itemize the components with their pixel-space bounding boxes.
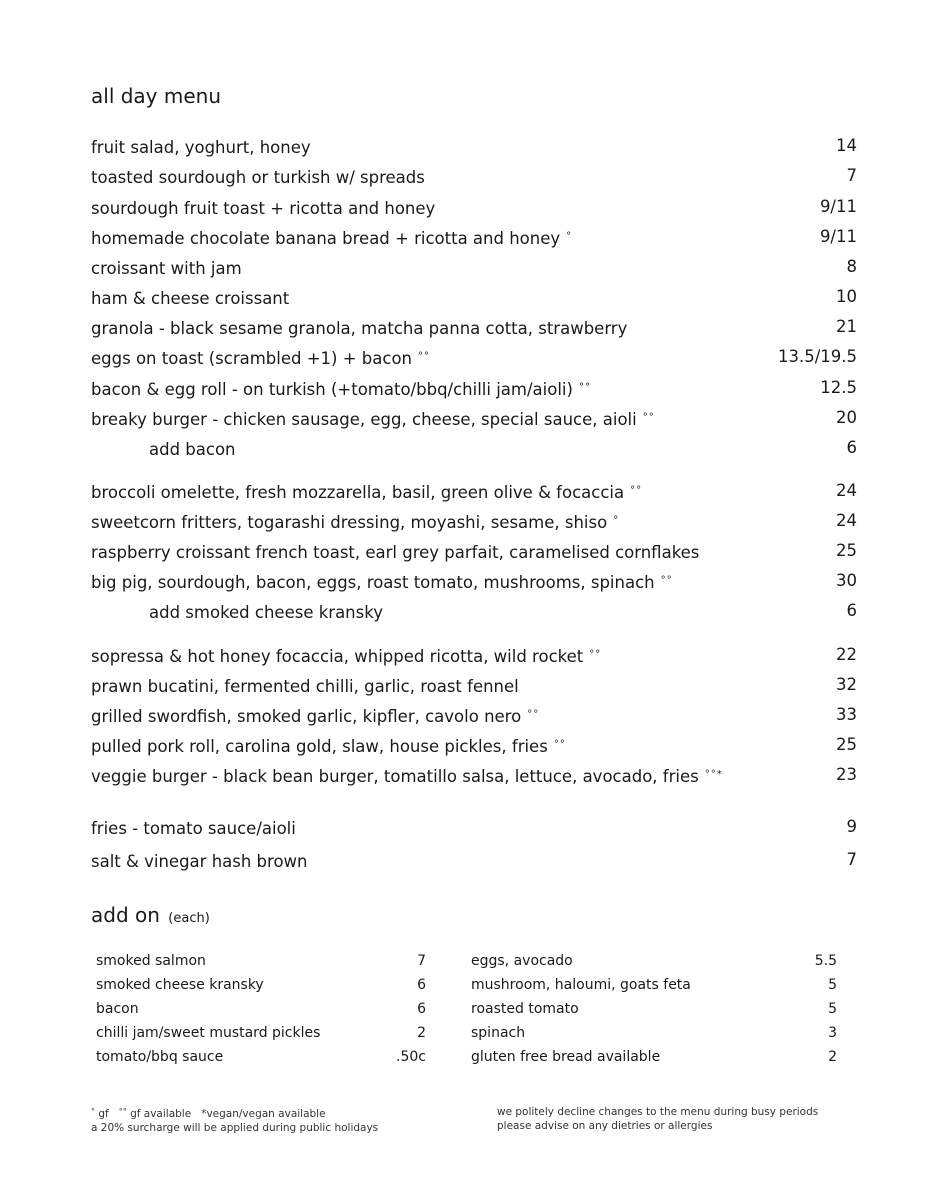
footer-legend — [91, 1105, 378, 1135]
menu-item-name — [91, 315, 633, 341]
menu-item — [91, 539, 857, 563]
menu-item-price: 24 — [836, 511, 857, 530]
menu-item — [91, 195, 857, 219]
menu-item-name — [91, 703, 539, 729]
addon-item-price: 3 — [828, 1025, 837, 1041]
addon-item-price: 7 — [417, 953, 426, 969]
dietary-mark: °° — [660, 575, 673, 586]
menu-item-price: 7 — [846, 850, 857, 869]
menu-item-name-text: croissant with jam — [91, 259, 242, 278]
menu-item-name — [91, 376, 591, 402]
menu-item — [91, 164, 857, 188]
dietary-mark: °° — [418, 351, 431, 362]
menu-item-name-text: salt & vinegar hash brown — [91, 852, 308, 871]
gf-available-symbol: °° — [118, 1107, 127, 1116]
menu-item-price: 10 — [836, 287, 857, 306]
menu-item-name — [149, 599, 389, 625]
menu-item-name — [91, 815, 302, 841]
menu-item — [91, 479, 857, 503]
addon-item-price: 6 — [417, 1001, 426, 1017]
menu-item-name-text: prawn bucatini, fermented chilli, garlic, roast fennel — [91, 677, 519, 696]
menu-item-price: 6 — [846, 601, 857, 620]
menu-item-name-text: fries - tomato sauce/aioli — [91, 819, 296, 838]
footer-notes — [497, 1105, 818, 1133]
menu-item-name-text: raspberry croissant french toast, earl grey parfait, caramelised cornflakes — [91, 543, 700, 562]
menu-item-name — [91, 345, 430, 371]
dietary-mark: °° — [630, 485, 643, 496]
dietary-mark: ° — [566, 231, 573, 242]
menu-item-name-text: veggie burger - black bean burger, tomatillo salsa, lettuce, avocado, fries — [91, 767, 699, 786]
menu-item-name — [91, 569, 673, 595]
surcharge-note: a 20% surcharge will be applied during public holidays — [91, 1122, 379, 1134]
menu-item-price: 30 — [836, 571, 857, 590]
addon-item-name: mushroom, haloumi, goats feta — [471, 977, 691, 993]
dietary-mark: °° — [642, 412, 655, 423]
menu-item — [91, 406, 857, 430]
addon-item-name: smoked cheese kransky — [96, 977, 264, 993]
menu-item — [91, 643, 857, 667]
menu-item-name-text: ham & cheese croissant — [91, 289, 290, 308]
menu-item-name — [91, 406, 655, 432]
gf-label: gf — [98, 1108, 109, 1120]
menu-item — [91, 134, 857, 158]
menu-item-name — [91, 479, 642, 505]
addon-item-name: chilli jam/sweet mustard pickles — [96, 1025, 321, 1041]
menu-item — [91, 673, 857, 697]
menu-item-name — [91, 255, 248, 281]
addon-item-price: .50c — [396, 1049, 426, 1065]
menu-item-name-text: grilled swordfish, smoked garlic, kipfler, cavolo nero — [91, 707, 522, 726]
menu-item-name — [149, 436, 242, 462]
addon-item-name: tomato/bbq sauce — [96, 1049, 224, 1065]
addon-item-price: 2 — [417, 1025, 426, 1041]
menu-item-name — [91, 225, 572, 251]
menu-item-name-text: granola - black sesame granola, matcha panna cotta, strawberry — [91, 319, 628, 338]
menu-item-name-text: breaky burger - chicken sausage, egg, cheese, special sauce, aioli — [91, 410, 637, 429]
menu-item-price: 25 — [836, 735, 857, 754]
menu-item-price: 8 — [846, 257, 857, 276]
menu-item-name-text: sweetcorn fritters, togarashi dressing, moyashi, sesame, shiso — [91, 513, 608, 532]
menu-item — [91, 599, 857, 623]
menu-item-price: 25 — [836, 541, 857, 560]
menu-item — [91, 509, 857, 533]
menu-item-name — [91, 285, 295, 311]
addon-item — [96, 999, 426, 1019]
dietary-mark: °° — [553, 739, 566, 750]
dietary-key — [91, 1105, 378, 1121]
addon-item — [96, 1023, 426, 1043]
menu-item-name — [91, 509, 619, 535]
menu-item-name — [91, 673, 525, 699]
addon-item-price: 5 — [828, 1001, 837, 1017]
addon-item-price: 5 — [828, 977, 837, 993]
addon-item-name: gluten free bread available — [471, 1049, 661, 1065]
menu-item-name-text: sopressa & hot honey focaccia, whipped ricotta, wild rocket — [91, 647, 584, 666]
addon-item-name: spinach — [471, 1025, 526, 1041]
menu-item — [91, 225, 857, 249]
gf-available-label: gf available — [130, 1108, 192, 1120]
menu-item-name-text: eggs on toast (scrambled +1) + bacon — [91, 349, 413, 368]
vegan-label: *vegan/vegan available — [201, 1108, 326, 1120]
menu-item-name — [91, 763, 723, 789]
menu-item-name-text: add bacon — [149, 440, 236, 459]
menu-item-price: 22 — [836, 645, 857, 664]
menu-item-price: 20 — [836, 408, 857, 427]
addon-item — [96, 975, 426, 995]
menu-item — [91, 815, 857, 839]
menu-item-price: 7 — [846, 166, 857, 185]
addon-item — [471, 999, 837, 1019]
menu-item-name — [91, 733, 566, 759]
addon-item-name: eggs, avocado — [471, 953, 573, 969]
addon-item-name: smoked salmon — [96, 953, 206, 969]
menu-item-price: 6 — [846, 438, 857, 457]
menu-item-name-text: bacon & egg roll - on turkish (+tomato/bbq/chilli jam/aioli) — [91, 380, 573, 399]
menu-item-price: 9/11 — [819, 227, 857, 246]
menu-item-name-text: pulled pork roll, carolina gold, slaw, house pickles, fries — [91, 737, 548, 756]
menu-item-price: 13.5/19.5 — [777, 347, 857, 366]
addon-item — [471, 951, 837, 971]
menu-item-name — [91, 539, 705, 565]
menu-item — [91, 848, 857, 872]
addon-item-name: roasted tomato — [471, 1001, 579, 1017]
menu-item-name-text: fruit salad, yoghurt, honey — [91, 138, 311, 157]
menu-item-name-text: toasted sourdough or turkish w/ spreads — [91, 168, 425, 187]
menu-item — [91, 733, 857, 757]
menu-item — [91, 315, 857, 339]
menu-item — [91, 763, 857, 787]
menu-item-name-text: big pig, sourdough, bacon, eggs, roast tomato, mushrooms, spinach — [91, 573, 655, 592]
menu-item-name-text: add smoked cheese kransky — [149, 603, 383, 622]
menu-item-name-text: sourdough fruit toast + ricotta and honey — [91, 199, 436, 218]
menu-item-name — [91, 643, 601, 669]
menu-item — [91, 703, 857, 727]
menu-item-price: 33 — [836, 705, 857, 724]
addon-item-price: 6 — [417, 977, 426, 993]
menu-title: all day menu — [91, 84, 222, 108]
dietary-mark: ° — [613, 515, 620, 526]
allergies-note: please advise on any dietries or allergies — [497, 1120, 713, 1132]
menu-item-price: 23 — [836, 765, 857, 784]
dietary-mark: °°* — [704, 769, 723, 780]
menu-item-price: 24 — [836, 481, 857, 500]
menu-item-price: 9/11 — [819, 197, 857, 216]
menu-item-name — [91, 164, 431, 190]
addon-item-price: 2 — [828, 1049, 837, 1065]
addon-item — [471, 975, 837, 995]
menu-item-price: 9 — [846, 817, 857, 836]
menu-item-price: 21 — [836, 317, 857, 336]
dietary-mark: °° — [527, 709, 540, 720]
menu-item — [91, 436, 857, 460]
menu-item-name-text: broccoli omelette, fresh mozzarella, basil, green olive & focaccia — [91, 483, 625, 502]
menu-item-name — [91, 848, 314, 874]
menu-item — [91, 569, 857, 593]
addon-title-text: add on — [91, 903, 160, 927]
menu-item — [91, 255, 857, 279]
dietary-mark: °° — [578, 382, 591, 393]
addon-title — [91, 903, 210, 927]
addon-item — [96, 1047, 426, 1067]
addon-item-name: bacon — [96, 1001, 139, 1017]
menu-item — [91, 285, 857, 309]
addon-item-price: 5.5 — [814, 953, 837, 969]
addon-item — [471, 1047, 837, 1067]
addon-each-note: (each) — [168, 911, 210, 926]
menu-item — [91, 345, 857, 369]
menu-item-price: 14 — [836, 136, 857, 155]
dietary-mark: °° — [589, 649, 602, 660]
addon-item — [471, 1023, 837, 1043]
menu-item-price: 12.5 — [820, 378, 857, 397]
menu-item-name-text: homemade chocolate banana bread + ricotta and honey — [91, 229, 561, 248]
changes-note: we politely decline changes to the menu during busy periods — [497, 1106, 819, 1118]
menu-item-name — [91, 134, 317, 160]
menu-item-price: 32 — [836, 675, 857, 694]
menu-item-name — [91, 195, 441, 221]
menu-item — [91, 376, 857, 400]
gf-symbol: ° — [91, 1107, 95, 1116]
addon-item — [96, 951, 426, 971]
